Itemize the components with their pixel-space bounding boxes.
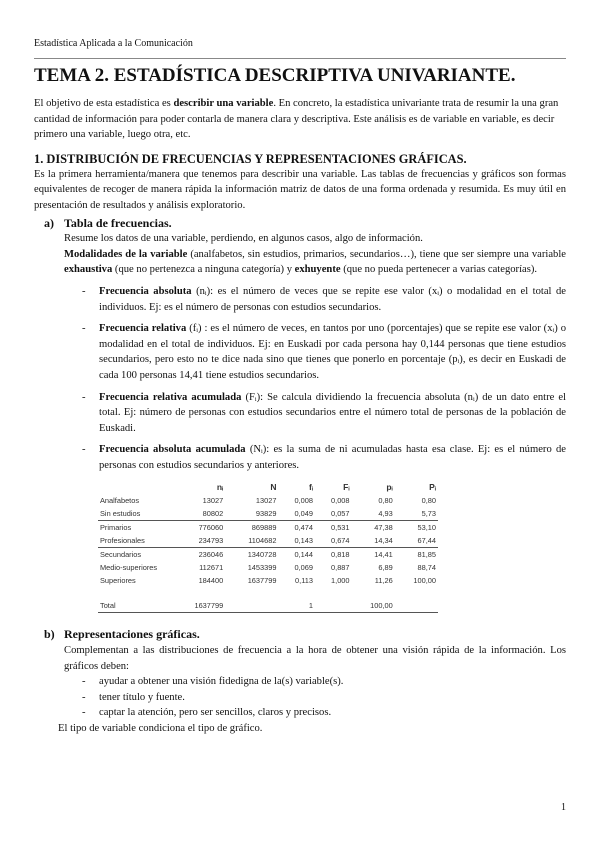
table-cell: 100,00 (352, 599, 395, 613)
bullet-text: captar la atención, pero ser sencillos, claros y precisos. (99, 707, 332, 719)
text: (que no pueda pertenecer a varias categorías). (340, 264, 538, 276)
table-cell: 14,41 (352, 548, 395, 562)
table-header (98, 481, 438, 494)
column-header: fᵢ (308, 482, 313, 493)
table-row (98, 548, 438, 562)
table-cell: 100,00 (413, 576, 436, 586)
bullet-text: tener título y fuente. (99, 691, 185, 703)
table-row (98, 561, 438, 574)
content (34, 64, 566, 737)
table-cell: 869889 (225, 521, 278, 535)
table-cell: 47,38 (352, 521, 395, 535)
definition: (nᵢ): es el número de veces que se repite ese valor (xᵢ) o modalidad en el total de individuos. Ej: es el número de personas con estudios secundarios. (99, 285, 566, 313)
bullet-list (34, 674, 566, 721)
table-cell: 1637799 (172, 599, 225, 613)
bold-term: exhaustiva (64, 264, 113, 276)
table-cell: 67,44 (417, 536, 436, 546)
definition: (Nᵢ): es la suma de ni acumuladas hasta esa clase. Ej: es el número de personas con estudios secundarios y anteriores. (99, 444, 566, 471)
table-cell: 53,10 (395, 521, 438, 535)
section-heading: 1. DISTRIBUCIÓN DE FRECUENCIAS Y REPRESENTACIONES GRÁFICAS. (34, 151, 467, 166)
table-cell: 14,34 (374, 536, 393, 546)
table-cell: Sin estudios (100, 509, 141, 519)
definition-text (99, 390, 566, 437)
table-cell: 1340728 (225, 548, 278, 562)
intro-paragraph (34, 96, 566, 143)
term: Frecuencia absoluta acumulada (99, 444, 246, 456)
closing-paragraph: El tipo de variable condiciona el tipo de gráfico. (58, 723, 263, 735)
table-cell: 1 (278, 599, 315, 613)
table-cell: Medio-superiores (100, 563, 158, 573)
subsection-title: Tabla de frecuencias. (64, 215, 172, 230)
table-cell (315, 599, 352, 613)
dash-bullet: - (82, 691, 86, 703)
table-cell: 0,008 (331, 496, 350, 506)
table-cell: 1453399 (247, 563, 277, 573)
column-header: nᵢ (216, 482, 224, 493)
term: Frecuencia absoluta (99, 285, 192, 297)
dash-bullet: - (82, 676, 86, 688)
bold-term: exhuyente (294, 264, 341, 276)
table-row (98, 521, 438, 535)
table-row (98, 534, 438, 548)
column-header: pᵢ (386, 482, 393, 493)
frequency-table (98, 481, 438, 613)
bold-term: Modalidades de la variable (64, 248, 188, 260)
table-cell: Total (98, 599, 172, 613)
bullet-text: ayudar a obtener una visión fidedigna de la(s) variable(s). (99, 676, 344, 688)
dash-bullet: - (82, 323, 86, 335)
table-cell: 93829 (255, 509, 277, 519)
definition: (Fᵢ): Se calcula dividiendo la frecuencia absoluta (nᵢ) de un dato entre el total. Ej: número de personas con estudios secundarios entre el número total de personas de la población de Euskadi. (99, 391, 566, 434)
bullet-item (82, 674, 566, 690)
running-header: Estadística Aplicada a la Comunicación (34, 38, 193, 49)
text: (analfabetos, sin estudios, primarios, secundarios…), tiene que ser siempre una variable (187, 248, 566, 260)
table-cell: 1104682 (248, 536, 277, 546)
dash-bullet: - (82, 707, 86, 719)
table-cell: 13027 (255, 496, 277, 506)
table-cell: 0,143 (294, 536, 313, 546)
column-header: Pᵢ (429, 482, 436, 493)
table-cell: 88,74 (417, 563, 436, 573)
table-cell: Superiores (100, 576, 136, 586)
table-cell: 776060 (172, 521, 225, 535)
table-row (98, 599, 438, 613)
subsection-letter: b) (44, 627, 55, 642)
paragraph: Complementan a las distribuciones de frecuencia a la hora de obtener una visión rápida de la información. Los gráficos deben: (64, 645, 566, 672)
definition-item (82, 284, 566, 315)
subsection-a-heading (44, 216, 566, 232)
page-title: TEMA 2. ESTADÍSTICA DESCRIPTIVA UNIVARIANTE. (34, 65, 516, 86)
table-cell: 0,144 (278, 548, 315, 562)
table-cell: 0,474 (278, 521, 315, 535)
subsection-letter: a) (44, 215, 54, 230)
table-cell: 0,069 (294, 563, 313, 573)
modalities-paragraph (64, 247, 566, 278)
table-cell: 0,049 (294, 509, 313, 519)
bullet-item (82, 690, 566, 706)
page-number: 1 (561, 802, 566, 813)
section-paragraph: Es la primera herramienta/manera que tenemos para describir una variable. Las tablas de frecuencias y gráficos son formas equivalentes de recoger de manera rápida la información matriz de datos de una forma ordenada y resumida. Es muy útil en presentación de resultados y análisis exploratorio. (34, 168, 566, 211)
dash-bullet: - (82, 444, 86, 456)
dash-bullet: - (82, 391, 86, 403)
table-cell: 1,000 (331, 576, 350, 586)
table-cell: 0,113 (295, 576, 313, 586)
table-cell: 4,93 (378, 509, 393, 519)
column-header: Fᵢ (343, 482, 350, 493)
table-cell: 5,73 (421, 509, 436, 519)
table-cell: 0,057 (331, 509, 350, 519)
table-row (98, 494, 438, 507)
intro-text: El objetivo de esta estadística es (34, 98, 174, 109)
table-cell: Primarios (98, 521, 172, 535)
table-cell: 112671 (199, 563, 224, 573)
term: Frecuencia relativa (99, 323, 187, 335)
table-cell: 6,89 (378, 563, 393, 573)
column-header (98, 481, 172, 494)
definition-item (82, 321, 566, 383)
paragraph: Resume los datos de una variable, perdiendo, en algunos casos, algo de información. (64, 233, 423, 245)
definition-text (99, 284, 566, 315)
table-row (98, 507, 438, 521)
table-row (98, 574, 438, 587)
table-cell: 0,80 (378, 496, 393, 506)
dash-bullet: - (82, 285, 86, 297)
table-cell: Secundarios (98, 548, 172, 562)
table-cell: 81,85 (395, 548, 438, 562)
table-cell: 234793 (198, 536, 224, 546)
table-cell: 0,674 (331, 536, 350, 546)
definition-text (99, 442, 566, 473)
table-cell (395, 599, 438, 613)
table-cell (225, 599, 278, 613)
definition-text (99, 321, 566, 383)
table-cell: 0,818 (315, 548, 352, 562)
header-rule (34, 58, 566, 59)
intro-bold: describir una variable (173, 98, 274, 109)
table-cell: 0,008 (294, 496, 313, 506)
table-cell: 80802 (202, 509, 224, 519)
term: Frecuencia relativa acumulada (99, 391, 242, 403)
definition-item (82, 442, 566, 473)
table-cell: 184400 (198, 576, 224, 586)
subsection-title: Representaciones gráficas. (64, 627, 200, 642)
intro-text-2: . En concreto, la estadística univariante trata de resumir la una gran cantidad de información para poder contarla de manera clara y descriptiva. Este análisis es de variable en variable, es decir primero una variable, luego otra, etc. (34, 98, 559, 141)
table-cell: 0,80 (421, 496, 436, 506)
table-cell: 13027 (202, 496, 224, 506)
table-cell: 236046 (172, 548, 225, 562)
bullet-item (82, 705, 566, 721)
table-cell: Profesionales (100, 536, 145, 546)
table-cell: 11,26 (374, 576, 393, 586)
table-cell: 0,887 (331, 563, 350, 573)
definition-item (82, 390, 566, 437)
definition-list (34, 284, 566, 474)
text: (que no pertenezca a ninguna categoría) y (112, 264, 295, 276)
table-cell: 1637799 (247, 576, 277, 586)
table-cell: Analfabetos (100, 496, 140, 506)
definition: (fᵢ) : es el número de veces, en tantos por uno (porcentajes) que se repite ese valor (xᵢ) o modalidad en el total de individuos. Ej: en Euskadi por cada persona hay 0,144 personas que tiene estudios secundarios, pero esto no te dice nada sino que tienes que ponerlo en porcentaje (pᵢ), es decir en Euskadi de cada 100 personas 14,41 tiene estudios secundarios. (99, 323, 566, 381)
column-header: N (270, 482, 277, 493)
table-cell: 0,531 (315, 521, 352, 535)
subsection-b-heading (44, 627, 566, 643)
